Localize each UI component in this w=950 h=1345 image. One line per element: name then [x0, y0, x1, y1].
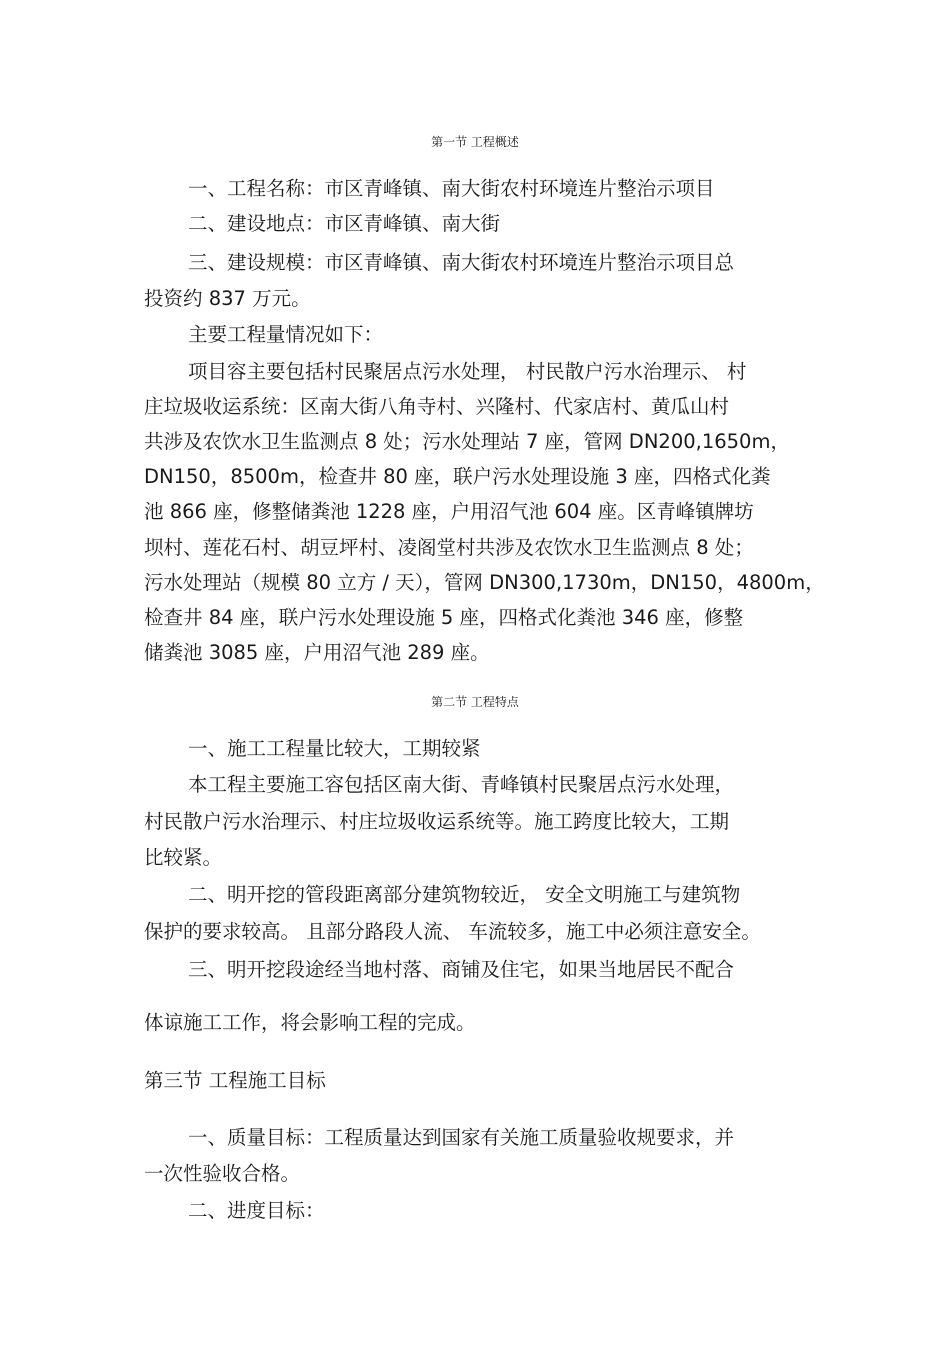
paragraph-line: 庄垃圾收运系统：区南大街八角寺村、兴隆村、代家店村、黄瓜山村 [144, 395, 730, 418]
paragraph-line: 污水处理站（规模 80 立方 / 天），管网 DN300,1730m，DN150，4800m， [144, 571, 825, 594]
paragraph-line: 一、工程名称：市区青峰镇、南大街农村环境连片整治示项目 [188, 177, 715, 200]
paragraph-line: 投资约 837 万元。 [144, 287, 311, 310]
paragraph-line: 保护的要求较高。 且部分路段人流、 车流较多，施工中必须注意安全。 [144, 920, 761, 943]
paragraph-line: 二、建设地点：市区青峰镇、南大街 [188, 212, 501, 235]
paragraph-line: 二、明开挖的管段距离部分建筑物较近， 安全文明施工与建筑物 [188, 883, 741, 906]
paragraph-line: 比较紧。 [144, 846, 223, 869]
paragraph-line: 共涉及农饮水卫生监测点 8 处；污水处理站 7 座，管网 DN200,1650m， [144, 430, 790, 453]
paragraph-line: 坝村、莲花石村、胡豆坪村、凌阁堂村共涉及农饮水卫生监测点 8 处； [144, 536, 754, 559]
section-1-heading: 第一节 工程概述 [431, 135, 519, 149]
paragraph-line: 三、建设规模：市区青峰镇、南大街农村环境连片整治示项目总 [188, 251, 735, 274]
paragraph-line: 主要工程量情况如下： [188, 323, 384, 346]
paragraph-line: 三、明开挖段途经当地村落、商铺及住宅，如果当地居民不配合 [188, 958, 735, 981]
paragraph-line: 一、质量目标：工程质量达到国家有关施工质量验收规要求，并 [188, 1126, 735, 1149]
paragraph-line: 检查井 84 座，联户污水处理设施 5 座，四格式化粪池 346 座，修整 [144, 606, 744, 629]
paragraph-line: DN150，8500m，检查井 80 座，联户污水处理设施 3 座，四格式化粪 [144, 465, 771, 488]
paragraph-line: 本工程主要施工容包括区南大街、青峰镇村民聚居点污水处理， [188, 773, 735, 796]
paragraph-line: 储粪池 3085 座，户用沼气池 289 座。 [144, 641, 490, 664]
section-2-heading: 第二节 工程特点 [431, 695, 519, 709]
paragraph-line: 二、进度目标： [188, 1199, 325, 1222]
paragraph-line: 一、施工工程量比较大，工期较紧 [188, 737, 481, 760]
paragraph-line: 池 866 座，修整储粪池 1228 座，户用沼气池 604 座。区青峰镇牌坊 [144, 500, 754, 523]
paragraph-line: 体谅施工工作，将会影响工程的完成。 [144, 1011, 476, 1034]
section-3-heading: 第三节 工程施工目标 [144, 1069, 326, 1092]
paragraph-line: 村民散户污水治理示、村庄垃圾收运系统等。施工跨度比较大，工期 [144, 810, 730, 833]
paragraph-line: 项目容主要包括村民聚居点污水处理， 村民散户污水治理示、 村 [188, 360, 747, 383]
paragraph-line: 一次性验收合格。 [144, 1162, 301, 1185]
